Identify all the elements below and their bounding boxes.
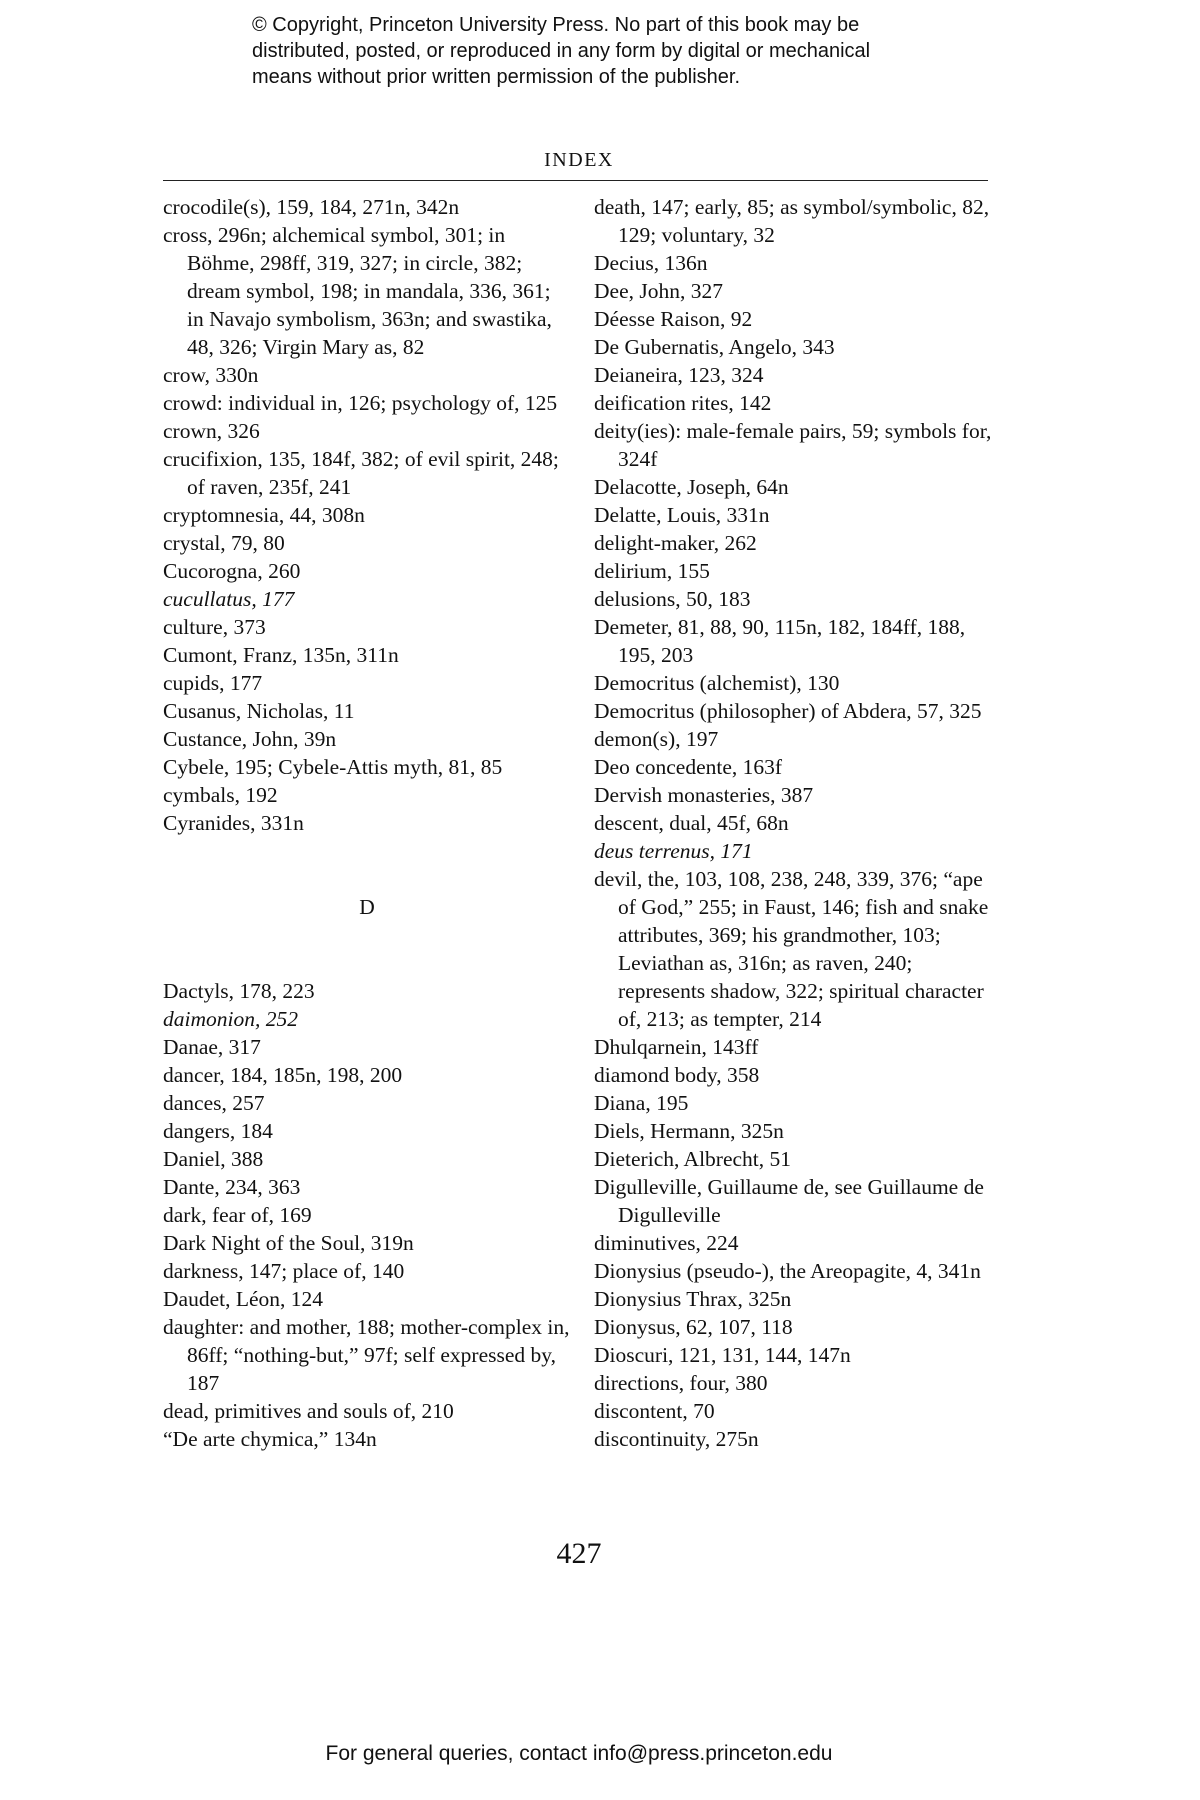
- index-entry: deity(ies): male-female pairs, 59; symbols for, 324f: [594, 419, 992, 471]
- header-rule: [163, 180, 988, 181]
- index-entry: crucifixion, 135, 184f, 382; of evil spirit, 248; of raven, 235f, 241: [163, 447, 559, 499]
- page-number: 427: [556, 1537, 602, 1570]
- index-entry: Delatte, Louis, 331n: [594, 503, 770, 527]
- index-entry: Cumont, Franz, 135n, 311n: [163, 643, 399, 667]
- page-title: INDEX: [544, 149, 614, 171]
- index-entry: delirium, 155: [594, 559, 710, 583]
- index-entry: darkness, 147; place of, 140: [163, 1259, 405, 1283]
- index-entry: cupids, 177: [163, 671, 263, 695]
- index-entry: De Gubernatis, Angelo, 343: [594, 335, 835, 359]
- section-letter: D: [359, 895, 375, 919]
- index-entry: Dervish monasteries, 387: [594, 783, 814, 807]
- index-entry: cross, 296n; alchemical symbol, 301; in Böhme, 298ff, 319, 327; in circle, 382; dream symbol, 198; in mandala, 336, 361; in Navajo symbolism, 363n; and swastika, 48, 326; Virgin Mary as, 82: [163, 223, 552, 359]
- index-entry: devil, the, 103, 108, 238, 248, 339, 376; “ape of God,” 255; in Faust, 146; fish and snake attributes, 369; his grandmother, 103; Leviathan as, 316n; as raven, 240; represents shadow, 322; spiritual character of, 213; as tempter, 214: [594, 867, 989, 1031]
- index-entry: Daudet, Léon, 124: [163, 1287, 324, 1311]
- index-entry: Dieterich, Albrecht, 51: [594, 1147, 792, 1171]
- index-entry: Dante, 234, 363: [163, 1175, 301, 1199]
- index-entry: Dionysus, 62, 107, 118: [594, 1315, 793, 1339]
- index-entry: descent, dual, 45f, 68n: [594, 811, 789, 835]
- index-entry: Digulleville, Guillaume de, see Guillaume de Digulleville: [594, 1175, 984, 1227]
- index-entry: diminutives, 224: [594, 1231, 739, 1255]
- index-entry: discontinuity, 275n: [594, 1427, 759, 1451]
- copyright-line: © Copyright, Princeton University Press. No part of this book may be: [252, 14, 860, 36]
- index-entry: dark, fear of, 169: [163, 1203, 312, 1227]
- index-entry: “De arte chymica,” 134n: [163, 1427, 377, 1451]
- index-entry: dancer, 184, 185n, 198, 200: [163, 1063, 403, 1087]
- index-entry: demon(s), 197: [594, 727, 719, 751]
- index-entry: Delacotte, Joseph, 64n: [594, 475, 789, 499]
- index-entry: Danae, 317: [163, 1035, 261, 1059]
- index-entry: Deo concedente, 163f: [594, 755, 783, 779]
- index-entry: Daniel, 388: [163, 1147, 264, 1171]
- index-entry: crystal, 79, 80: [163, 531, 285, 555]
- index-entry: crowd: individual in, 126; psychology of, 125: [163, 391, 558, 415]
- left-column: [163, 193, 571, 1453]
- copyright-line: distributed, posted, or reproduced in any form by digital or mechanical: [252, 40, 871, 62]
- index-entry: deus terrenus, 171: [594, 839, 753, 863]
- index-entry: Cucorogna, 260: [163, 559, 301, 583]
- index-entry: Dionysius Thrax, 325n: [594, 1287, 792, 1311]
- index-entry: daimonion, 252: [163, 1007, 298, 1031]
- index-entry: Dionysius (pseudo-), the Areopagite, 4, 341n: [594, 1259, 981, 1283]
- index-entry: Deianeira, 123, 324: [594, 363, 764, 387]
- index-entry: Democritus (alchemist), 130: [594, 671, 840, 695]
- index-entry: diamond body, 358: [594, 1063, 760, 1087]
- index-entry: Demeter, 81, 88, 90, 115n, 182, 184ff, 188, 195, 203: [594, 615, 966, 667]
- index-entry: crown, 326: [163, 419, 260, 443]
- copyright-notice: [252, 12, 972, 90]
- index-entry: discontent, 70: [594, 1399, 715, 1423]
- index-entry: dangers, 184: [163, 1119, 273, 1143]
- index-entry: dances, 257: [163, 1091, 265, 1115]
- index-entry: crocodile(s), 159, 184, 271n, 342n: [163, 195, 460, 219]
- index-entry: delight-maker, 262: [594, 531, 757, 555]
- copyright-line: means without prior written permission of the publisher.: [252, 66, 741, 88]
- index-entry: Cyranides, 331n: [163, 811, 304, 835]
- index-entry: cryptomnesia, 44, 308n: [163, 503, 365, 527]
- right-column: [594, 193, 994, 1453]
- index-entry: Democritus (philosopher) of Abdera, 57, 325: [594, 699, 982, 723]
- index-entry: Diana, 195: [594, 1091, 689, 1115]
- index-entry: Cusanus, Nicholas, 11: [163, 699, 355, 723]
- index-entry: delusions, 50, 183: [594, 587, 751, 611]
- index-entry: deification rites, 142: [594, 391, 772, 415]
- index-entry: Dark Night of the Soul, 319n: [163, 1231, 414, 1255]
- index-entry: Custance, John, 39n: [163, 727, 337, 751]
- index-entry: Cybele, 195; Cybele-Attis myth, 81, 85: [163, 755, 503, 779]
- index-entry: cucullatus, 177: [163, 587, 295, 611]
- footer-contact: For general queries, contact info@press.princeton.edu: [325, 1742, 833, 1765]
- index-entry: Decius, 136n: [594, 251, 708, 275]
- index-entry: culture, 373: [163, 615, 266, 639]
- index-entry: Dhulqarnein, 143ff: [594, 1035, 759, 1059]
- index-entry: directions, four, 380: [594, 1371, 768, 1395]
- index-entry: Dee, John, 327: [594, 279, 723, 303]
- index-entry: crow, 330n: [163, 363, 259, 387]
- index-entry: death, 147; early, 85; as symbol/symbolic, 82, 129; voluntary, 32: [594, 195, 990, 247]
- index-entry: daughter: and mother, 188; mother-complex in, 86ff; “nothing-but,” 97f; self expressed by, 187: [163, 1315, 570, 1395]
- index-entry: cymbals, 192: [163, 783, 278, 807]
- index-entry: Diels, Hermann, 325n: [594, 1119, 784, 1143]
- index-entry: Dactyls, 178, 223: [163, 979, 315, 1003]
- index-entry: dead, primitives and souls of, 210: [163, 1399, 454, 1423]
- index-entry: Déesse Raison, 92: [594, 307, 753, 331]
- index-entry: Dioscuri, 121, 131, 144, 147n: [594, 1343, 851, 1367]
